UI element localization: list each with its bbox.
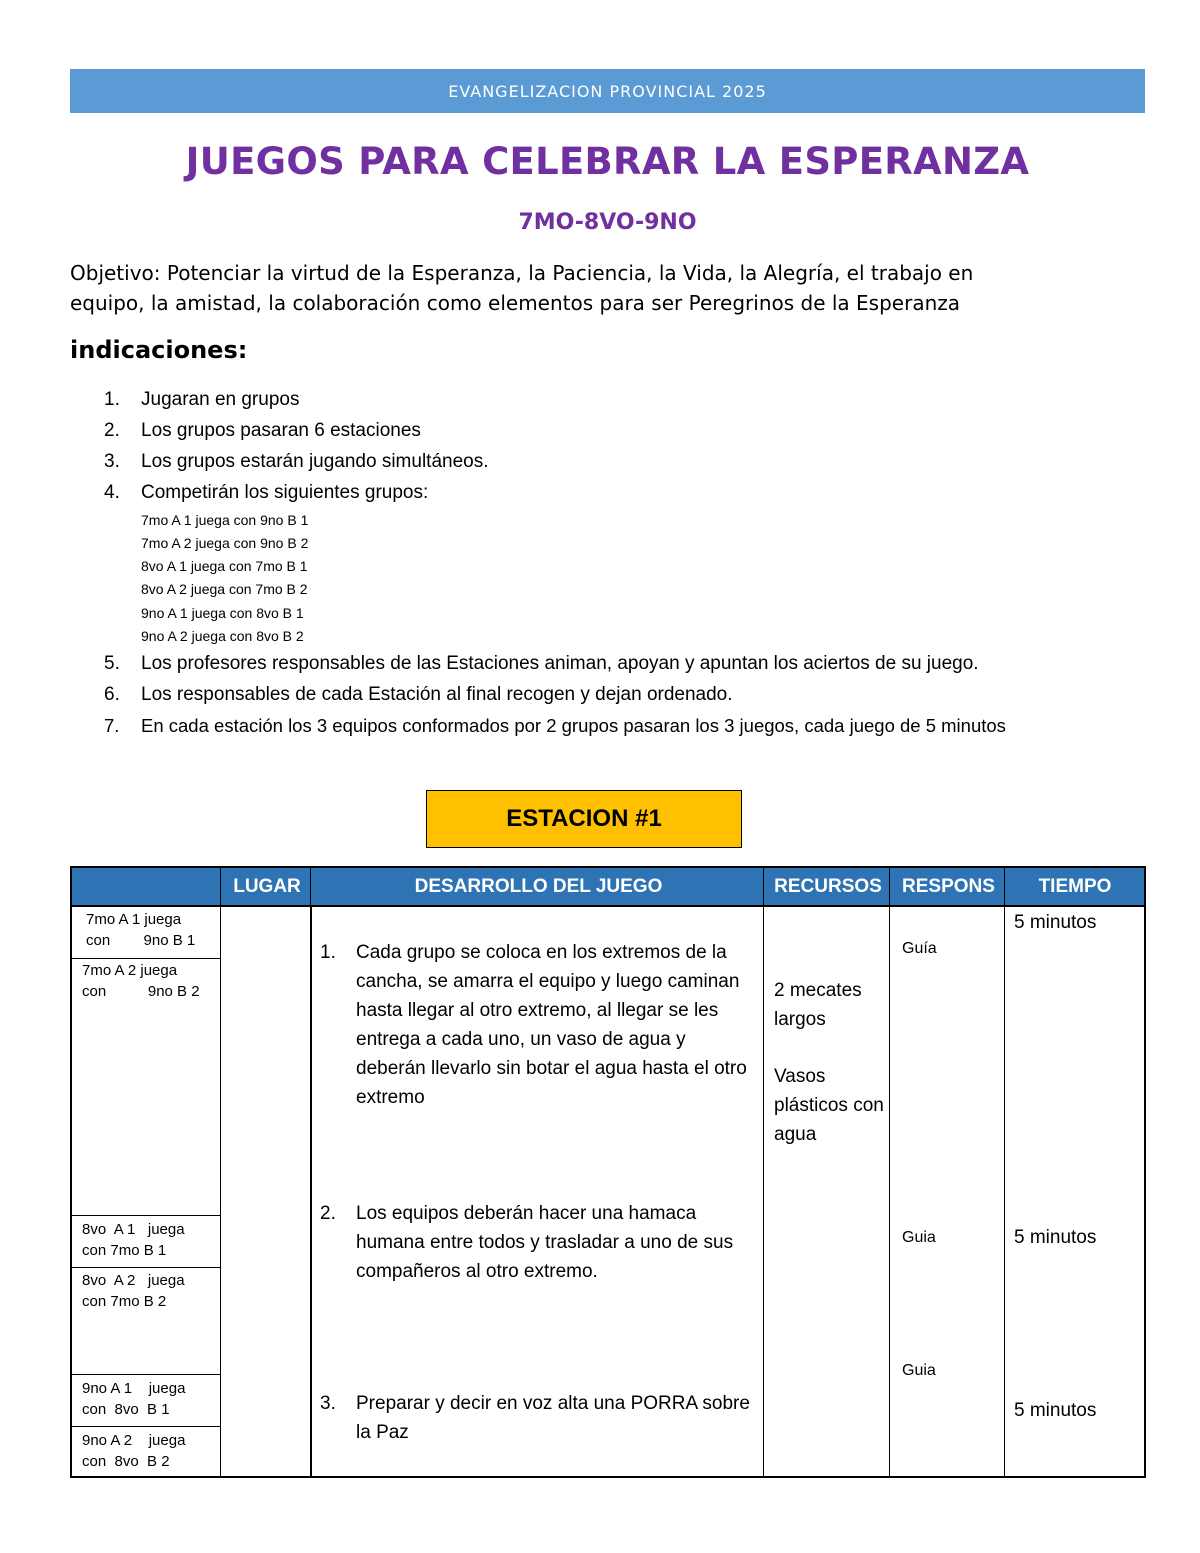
pairing-line: 7mo A 1 juega con 9no B 1 bbox=[141, 512, 309, 528]
objective-line-2: equipo, la amistad, la colaboración como elementos para ser Peregrinos de la Esperanza bbox=[70, 291, 960, 315]
column-divider bbox=[763, 866, 764, 907]
time-cell: 5 minutos bbox=[1014, 1400, 1097, 1421]
group-cell: 8vo A 2 juega con 7mo B 2 bbox=[82, 1272, 185, 1310]
table-header-cell bbox=[72, 868, 222, 905]
responsible-cell: Guía bbox=[902, 940, 937, 957]
row-divider bbox=[70, 958, 220, 959]
objective-line-1: Objetivo: Potenciar la virtud de la Esperanza, la Paciencia, la Vida, la Alegría, el trabajo en bbox=[70, 261, 974, 285]
pairing-line: 7mo A 2 juega con 9no B 2 bbox=[141, 535, 309, 551]
game-description: 3. Preparar y decir en voz alta una PORRA sobre la Paz bbox=[320, 1393, 750, 1443]
pairing-line: 9no A 1 juega con 8vo B 1 bbox=[141, 605, 304, 621]
column-divider bbox=[1004, 866, 1005, 907]
row-divider bbox=[70, 1374, 220, 1375]
column-divider bbox=[310, 866, 311, 907]
pairing-line: 9no A 2 juega con 8vo B 2 bbox=[141, 628, 304, 644]
indication-item: 7. En cada estación los 3 equipos conformados por 2 grupos pasaran los 3 juegos, cada juego de 5 minutos bbox=[104, 715, 1006, 736]
table-header-respons: RESPONS bbox=[902, 876, 995, 897]
station-title: ESTACION #1 bbox=[426, 790, 742, 848]
indication-item: 5. Los profesores responsables de las Estaciones animan, apoyan y apuntan los aciertos de su juego. bbox=[104, 653, 979, 674]
row-divider bbox=[70, 1215, 220, 1216]
pairing-line: 8vo A 2 juega con 7mo B 2 bbox=[141, 581, 308, 597]
resource-item: 2 mecates largos bbox=[774, 980, 862, 1030]
responsible-cell: Guia bbox=[902, 1229, 936, 1246]
table-header-desarrollo: DESARROLLO DEL JUEGO bbox=[414, 876, 663, 897]
column-divider bbox=[763, 907, 764, 1478]
group-cell: 7mo A 1 juega con 9no B 1 bbox=[86, 911, 196, 949]
page-subtitle: 7MO-8VO-9NO bbox=[518, 210, 697, 235]
indication-item: 3. Los grupos estarán jugando simultáneos. bbox=[104, 451, 489, 472]
pairing-line: 8vo A 1 juega con 7mo B 1 bbox=[141, 558, 308, 574]
indication-item: 6. Los responsables de cada Estación al final recogen y dejan ordenado. bbox=[104, 684, 733, 705]
table-header-row bbox=[70, 866, 1146, 907]
group-cell: 7mo A 2 juega con 9no B 2 bbox=[82, 962, 200, 1000]
table-header-tiempo: TIEMPO bbox=[1038, 876, 1112, 897]
row-divider bbox=[70, 1267, 220, 1268]
indication-item: 2. Los grupos pasaran 6 estaciones bbox=[104, 420, 421, 441]
resource-item: Vasos plásticos con agua bbox=[774, 1066, 884, 1145]
group-cell: 9no A 1 juega con 8vo B 1 bbox=[82, 1380, 186, 1418]
row-divider bbox=[70, 1426, 220, 1427]
game-description: 1. Cada grupo se coloca en los extremos de la cancha, se amarra el equipo y luego caminan hasta llegar al otro extremo, al llegar se les entrega a cada uno, un vaso de agua y deberán llevarlo sin botar el agua hasta el otro extremo bbox=[320, 942, 747, 1108]
indication-item: 4. Competirán los siguientes grupos: bbox=[104, 482, 429, 503]
column-divider bbox=[220, 866, 221, 907]
game-description: 2. Los equipos deberán hacer una hamaca humana entre todos y trasladar a uno de sus compañeros al otro extremo. bbox=[320, 1203, 734, 1282]
time-cell: 5 minutos bbox=[1014, 912, 1097, 933]
column-divider bbox=[1004, 907, 1005, 1478]
column-divider bbox=[889, 866, 890, 907]
page-title: JUEGOS PARA CELEBRAR LA ESPERANZA bbox=[185, 140, 1030, 183]
header-band: EVANGELIZACION PROVINCIAL 2025 bbox=[70, 69, 1145, 113]
responsible-cell: Guia bbox=[902, 1362, 936, 1379]
column-divider bbox=[889, 907, 890, 1478]
time-cell: 5 minutos bbox=[1014, 1227, 1097, 1248]
objective bbox=[70, 258, 1140, 318]
group-cell: 8vo A 1 juega con 7mo B 1 bbox=[82, 1221, 185, 1259]
group-cell: 9no A 2 juega con 8vo B 2 bbox=[82, 1432, 186, 1470]
table-header-recursos: RECURSOS bbox=[774, 876, 882, 897]
indication-item: 1. Jugaran en grupos bbox=[104, 389, 300, 410]
column-divider bbox=[220, 907, 221, 1478]
indications-heading: indicaciones: bbox=[70, 336, 248, 364]
station-table bbox=[70, 866, 1146, 1478]
table-header-lugar: LUGAR bbox=[233, 876, 301, 897]
column-divider bbox=[310, 907, 312, 1478]
